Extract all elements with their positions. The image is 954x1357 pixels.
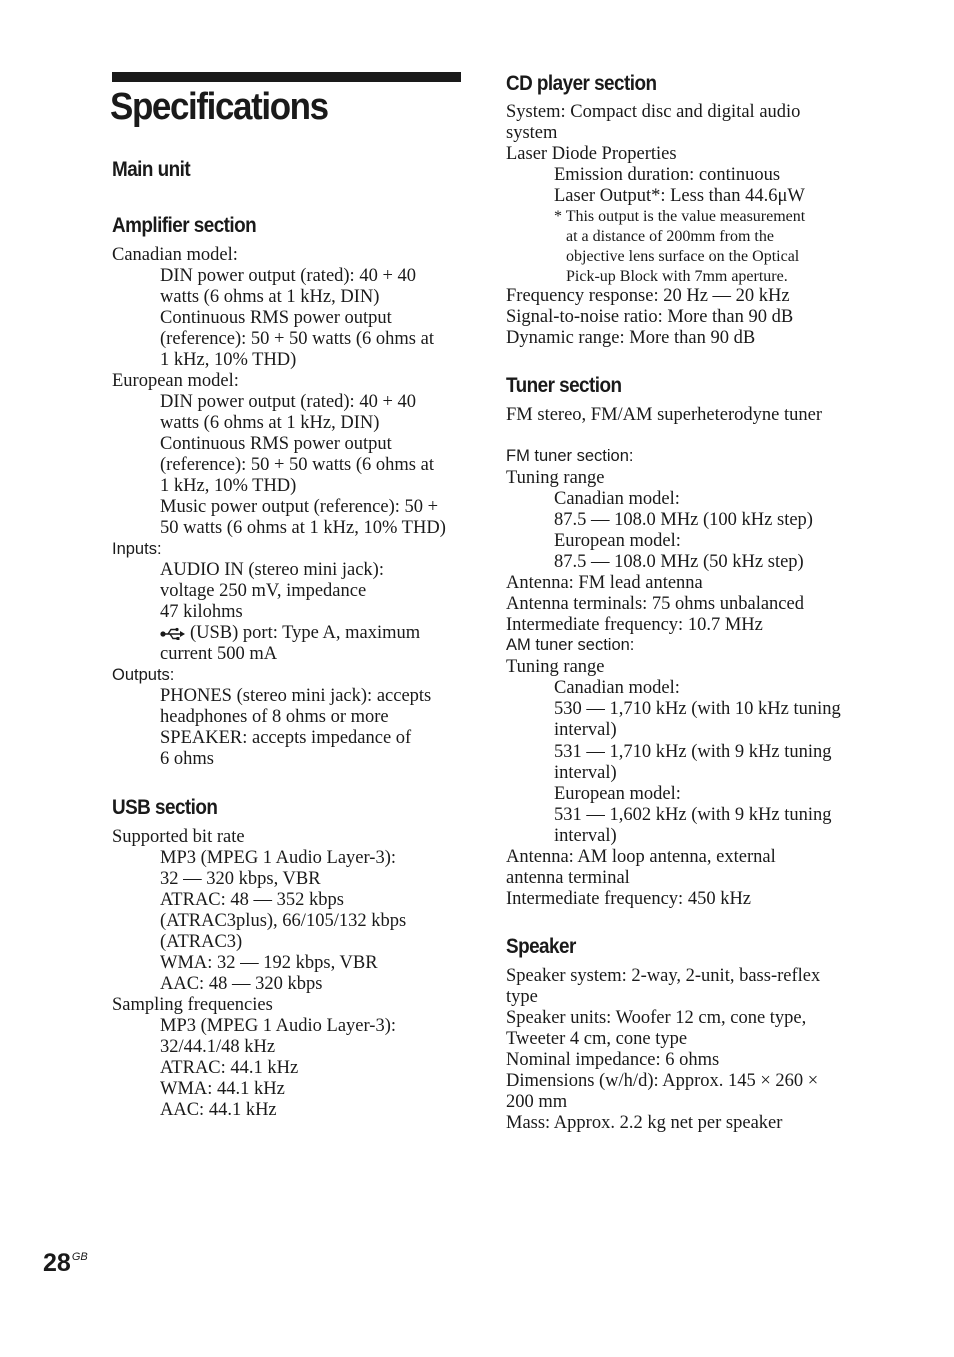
spec-line: WMA: 32 — 192 kbps, VBR (160, 953, 378, 973)
laser-label: Laser Diode Properties (506, 144, 677, 164)
european-model-label: European model: (112, 371, 239, 391)
outputs-label: Outputs: (112, 666, 175, 684)
footnote-line: * This output is the value measurement (554, 208, 806, 225)
spec-line: current 500 mA (160, 644, 278, 664)
spec-line: Emission duration: continuous (554, 165, 781, 185)
page-number-value: 28 (43, 1249, 71, 1277)
spec-line: 531 — 1,602 kHz (with 9 kHz tuning (554, 805, 832, 825)
spec-line: watts (6 ohms at 1 kHz, DIN) (160, 413, 380, 433)
spec-line: interval) (554, 763, 617, 783)
spec-line: 50 watts (6 ohms at 1 kHz, 10% THD) (160, 518, 446, 538)
footnote-line: at a distance of 200mm from the (566, 228, 774, 245)
title-rule (112, 72, 461, 82)
spec-line: SPEAKER: accepts impedance of (160, 728, 412, 748)
spec-line: Intermediate frequency: 10.7 MHz (506, 615, 763, 635)
spec-line: Dynamic range: More than 90 dB (506, 328, 756, 348)
spec-line: (ATRAC3plus), 66/105/132 kbps (160, 911, 407, 931)
spec-line: European model: (554, 784, 681, 804)
spec-line: Antenna: AM loop antenna, external (506, 847, 776, 867)
main-unit-heading: Main unit (112, 158, 191, 181)
spec-line: 531 — 1,710 kHz (with 9 kHz tuning (554, 742, 832, 762)
spec-line: WMA: 44.1 kHz (160, 1079, 285, 1099)
spec-line: headphones of 8 ohms or more (160, 707, 389, 727)
spec-line: Antenna: FM lead antenna (506, 573, 703, 593)
usb-port-line (112, 623, 420, 644)
am-tuner-label: AM tuner section: (506, 636, 635, 654)
spec-line: Continuous RMS power output (160, 434, 392, 454)
fm-tuner-label: FM tuner section: (506, 447, 634, 465)
usb-section-heading: USB section (112, 796, 218, 819)
tuning-range-label: Tuning range (506, 657, 605, 677)
spec-line: 530 — 1,710 kHz (with 10 kHz tuning (554, 699, 841, 719)
spec-line: 6 ohms (160, 749, 214, 769)
footnote-line: Pick-up Block with 7mm aperture. (566, 268, 788, 285)
spec-line: Tweeter 4 cm, cone type (506, 1029, 688, 1049)
speaker-section-heading: Speaker (506, 935, 576, 958)
tuner-section-heading: Tuner section (506, 374, 622, 397)
region-code: GB (71, 1251, 88, 1263)
spec-line: Canadian model: (554, 489, 680, 509)
spec-line: MP3 (MPEG 1 Audio Layer-3): (160, 848, 397, 868)
spec-line: 47 kilohms (160, 602, 243, 622)
spec-line: Music power output (reference): 50 + (160, 497, 439, 517)
spec-line: type (506, 987, 538, 1007)
spec-line: Speaker units: Woofer 12 cm, cone type, (506, 1008, 807, 1028)
canadian-model-label: Canadian model: (112, 245, 238, 265)
tuning-range-label: Tuning range (506, 468, 605, 488)
spec-line: Mass: Approx. 2.2 kg net per speaker (506, 1113, 783, 1133)
page-number (43, 1249, 87, 1278)
spec-line: System: Compact disc and digital audio (506, 102, 801, 122)
spec-line: 32 — 320 kbps, VBR (160, 869, 321, 889)
spec-line: European model: (554, 531, 681, 551)
spec-line: Canadian model: (554, 678, 680, 698)
cd-section-heading: CD player section (506, 72, 657, 95)
spec-line: interval) (554, 826, 617, 846)
spec-line: Frequency response: 20 Hz — 20 kHz (506, 286, 790, 306)
spec-line: Nominal impedance: 6 ohms (506, 1050, 720, 1070)
spec-line: 200 mm (506, 1092, 568, 1112)
spec-line: 1 kHz, 10% THD) (160, 350, 297, 370)
spec-line: Dimensions (w/h/d): Approx. 145 × 260 × (506, 1071, 819, 1091)
spec-line: (ATRAC3) (160, 932, 243, 952)
spec-line: ATRAC: 44.1 kHz (160, 1058, 299, 1078)
usb-port-text: (USB) port: Type A, maximum (190, 623, 421, 643)
spec-line: 32/44.1/48 kHz (160, 1037, 276, 1057)
spec-line: Intermediate frequency: 450 kHz (506, 889, 752, 909)
spec-line: (reference): 50 + 50 watts (6 ohms at (160, 329, 434, 349)
spec-line: AAC: 48 — 320 kbps (160, 974, 323, 994)
spec-line: antenna terminal (506, 868, 630, 888)
spec-line: (reference): 50 + 50 watts (6 ohms at (160, 455, 434, 475)
spec-line: AAC: 44.1 kHz (160, 1100, 277, 1120)
spec-line: DIN power output (rated): 40 + 40 (160, 266, 417, 286)
spec-line: system (506, 123, 558, 143)
footnote-line: objective lens surface on the Optical (566, 248, 800, 265)
spec-line: 87.5 — 108.0 MHz (100 kHz step) (554, 510, 813, 530)
inputs-label: Inputs: (112, 540, 162, 558)
spec-line: Antenna terminals: 75 ohms unbalanced (506, 594, 804, 614)
spec-line: AUDIO IN (stereo mini jack): (160, 560, 384, 580)
sampling-label: Sampling frequencies (112, 995, 273, 1015)
spec-line: Signal-to-noise ratio: More than 90 dB (506, 307, 794, 327)
spec-line: voltage 250 mV, impedance (160, 581, 367, 601)
spec-line: Speaker system: 2-way, 2-unit, bass-reflex (506, 966, 821, 986)
spec-line: Laser Output*: Less than 44.6μW (554, 186, 805, 206)
spec-line: 87.5 — 108.0 MHz (50 kHz step) (554, 552, 804, 572)
spec-line: MP3 (MPEG 1 Audio Layer-3): (160, 1016, 397, 1036)
spec-line: interval) (554, 720, 617, 740)
amplifier-heading: Amplifier section (112, 214, 257, 237)
bitrate-label: Supported bit rate (112, 827, 245, 847)
spec-line: ATRAC: 48 — 352 kbps (160, 890, 344, 910)
spec-line: 1 kHz, 10% THD) (160, 476, 297, 496)
spec-line: Continuous RMS power output (160, 308, 392, 328)
spec-line: FM stereo, FM/AM superheterodyne tuner (506, 405, 822, 425)
spec-line: PHONES (stereo mini jack): accepts (160, 686, 432, 706)
page-title: Specifications (110, 86, 328, 128)
spec-line: watts (6 ohms at 1 kHz, DIN) (160, 287, 380, 307)
spec-line: DIN power output (rated): 40 + 40 (160, 392, 417, 412)
usb-icon (160, 627, 186, 641)
